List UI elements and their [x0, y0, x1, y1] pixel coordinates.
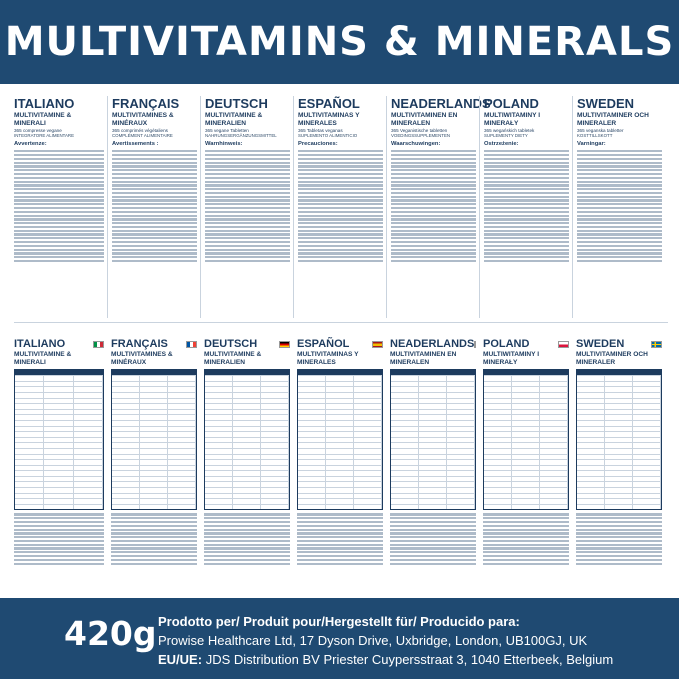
language-name: SWEDEN: [576, 338, 625, 350]
language-name: DEUTSCH: [204, 338, 258, 350]
poland-flag-icon: [558, 341, 569, 348]
eu-address: JDS Distribution BV Priester Cuypersstraat 3, 1040 Etterbeek, Belgium: [205, 652, 614, 667]
language-name: SWEDEN: [577, 96, 635, 111]
nutrition-table: [297, 369, 383, 510]
product-label: SUPLEMENTY DIETY: [484, 133, 528, 139]
column-pl: [479, 96, 572, 318]
column-it: [14, 96, 107, 318]
product-title: MULTIVITAMINER OCH MINERALER: [576, 351, 648, 366]
nutrition-table: [111, 369, 197, 510]
ingredients-text-block: [297, 513, 383, 564]
language-name: ESPAÑOL: [298, 96, 360, 111]
language-name: ITALIANO: [14, 338, 66, 350]
product-title: MULTIVITAMINE & MINERALIEN: [205, 112, 263, 127]
product-title: MULTIVITAMINEN EN MINERALEN: [390, 351, 457, 366]
language-name: DEUTSCH: [205, 96, 268, 111]
nutrition-column-pl: [479, 338, 572, 588]
eu-label: EU/UE:: [158, 652, 203, 667]
warnings-heading: Warnhinweis:: [205, 141, 243, 148]
footer-banner: [0, 598, 679, 679]
language-name: FRANÇAIS: [112, 96, 180, 111]
product-label: NAHRUNGSERGÄNZUNGSMITTEL: [205, 133, 277, 139]
product-subtitle: 365 wegańskich tabletek: [484, 128, 535, 134]
product-title: MULTIVITAMINE & MINERALI: [14, 351, 72, 366]
product-label: KOSTTILLSKOTT: [577, 133, 613, 139]
nutrition-column-sv: [572, 338, 665, 588]
title-banner: [0, 0, 679, 84]
column-fr: [107, 96, 200, 318]
product-title: MULTIVITAMINES & MINÉRAUX: [112, 112, 174, 127]
italy-flag-icon: [93, 341, 104, 348]
nutrition-table: [390, 369, 476, 510]
product-title: MULTIVITAMINEN EN MINERALEN: [391, 112, 458, 127]
language-name: ITALIANO: [14, 96, 75, 111]
language-name: FRANÇAIS: [111, 338, 168, 350]
product-title: MULTIWITAMINY I MINERAŁY: [484, 112, 541, 127]
language-name: NEADERLANDS: [390, 338, 475, 350]
net-weight: 420g: [64, 614, 157, 653]
warnings-heading: Varningar:: [577, 141, 606, 148]
body-text-block: [14, 150, 104, 262]
ingredients-text-block: [390, 513, 476, 564]
nutrition-table: [14, 369, 104, 510]
product-title: MULTIVITAMINAS Y MINERALES: [298, 112, 360, 127]
language-columns-bottom: [14, 338, 668, 588]
column-nl: [386, 96, 491, 318]
warnings-heading: Ostrzeżenie:: [484, 141, 519, 148]
product-title: MULTIVITAMINAS Y MINERALES: [297, 351, 359, 366]
product-subtitle: 365 comprimés végétaliens: [112, 128, 168, 134]
body-text-block: [577, 150, 662, 262]
product-label: INTEGRATORE ALIMENTARE: [14, 133, 75, 139]
section-divider: [14, 322, 668, 323]
body-text-block: [205, 150, 290, 262]
product-subtitle: 365 vegane Tabletten: [205, 128, 249, 134]
nutrition-column-es: [293, 338, 386, 588]
product-subtitle: 365 veganska tabletter: [577, 128, 624, 134]
language-name: NEADERLANDS: [391, 96, 491, 111]
spain-flag-icon: [372, 341, 383, 348]
warnings-heading: Avvertenze:: [14, 141, 47, 148]
body-text-block: [391, 150, 476, 262]
language-name: POLAND: [484, 96, 539, 111]
product-title: MULTIVITAMINES & MINÉRAUX: [111, 351, 173, 366]
germany-flag-icon: [279, 341, 290, 348]
warnings-heading: Waarschuwingen:: [391, 141, 441, 148]
product-subtitle: 365 Tabletas veganas: [298, 128, 343, 134]
product-label: VOEDINGSSUPPLEMENTEN: [391, 133, 451, 139]
body-text-block: [112, 150, 197, 262]
ingredients-text-block: [576, 513, 662, 564]
page-title: MULTIVITAMINS & MINERALS: [4, 19, 675, 65]
nutrition-table: [576, 369, 662, 510]
warnings-heading: Avertissements :: [112, 141, 159, 148]
uk-address: Prowise Healthcare Ltd, 17 Dyson Drive, Uxbridge, London, UB100GJ, UK: [158, 633, 588, 648]
nutrition-column-fr: [107, 338, 200, 588]
language-columns-top: [14, 96, 668, 318]
nutrition-table: [483, 369, 569, 510]
producer-label: Prodotto per/ Produit pour/Hergestellt für/ Producido para:: [158, 614, 520, 629]
product-label: COMPLÉMENT ALIMENTAIRE: [112, 133, 173, 139]
product-title: MULTIVITAMINER OCH MINERALER: [577, 112, 649, 127]
warnings-heading: Precauciones:: [298, 141, 338, 148]
product-subtitle: 365 compresse vegane: [14, 128, 62, 134]
ingredients-text-block: [14, 513, 104, 564]
nutrition-column-it: [14, 338, 107, 588]
column-sv: [572, 96, 665, 318]
product-subtitle: 365 Veganistische tabletten: [391, 128, 448, 134]
product-label: SUPLEMENTO ALIMENTICIO: [298, 133, 358, 139]
ingredients-text-block: [204, 513, 290, 564]
column-es: [293, 96, 386, 318]
language-name: POLAND: [483, 338, 530, 350]
body-text-block: [484, 150, 569, 262]
product-title: MULTIVITAMINE & MINERALI: [14, 112, 72, 127]
sweden-flag-icon: [651, 341, 662, 348]
nutrition-table: [204, 369, 290, 510]
ingredients-text-block: [111, 513, 197, 564]
nutrition-column-nl: [386, 338, 479, 588]
product-title: MULTIVITAMINE & MINERALIEN: [204, 351, 262, 366]
nutrition-column-de: [200, 338, 293, 588]
france-flag-icon: [186, 341, 197, 348]
ingredients-text-block: [483, 513, 569, 564]
product-title: MULTIWITAMINY I MINERAŁY: [483, 351, 540, 366]
body-text-block: [298, 150, 383, 262]
netherlands-flag-icon: [474, 341, 476, 348]
column-de: [200, 96, 293, 318]
language-name: ESPAÑOL: [297, 338, 350, 350]
manufacturer-address: [158, 612, 613, 669]
